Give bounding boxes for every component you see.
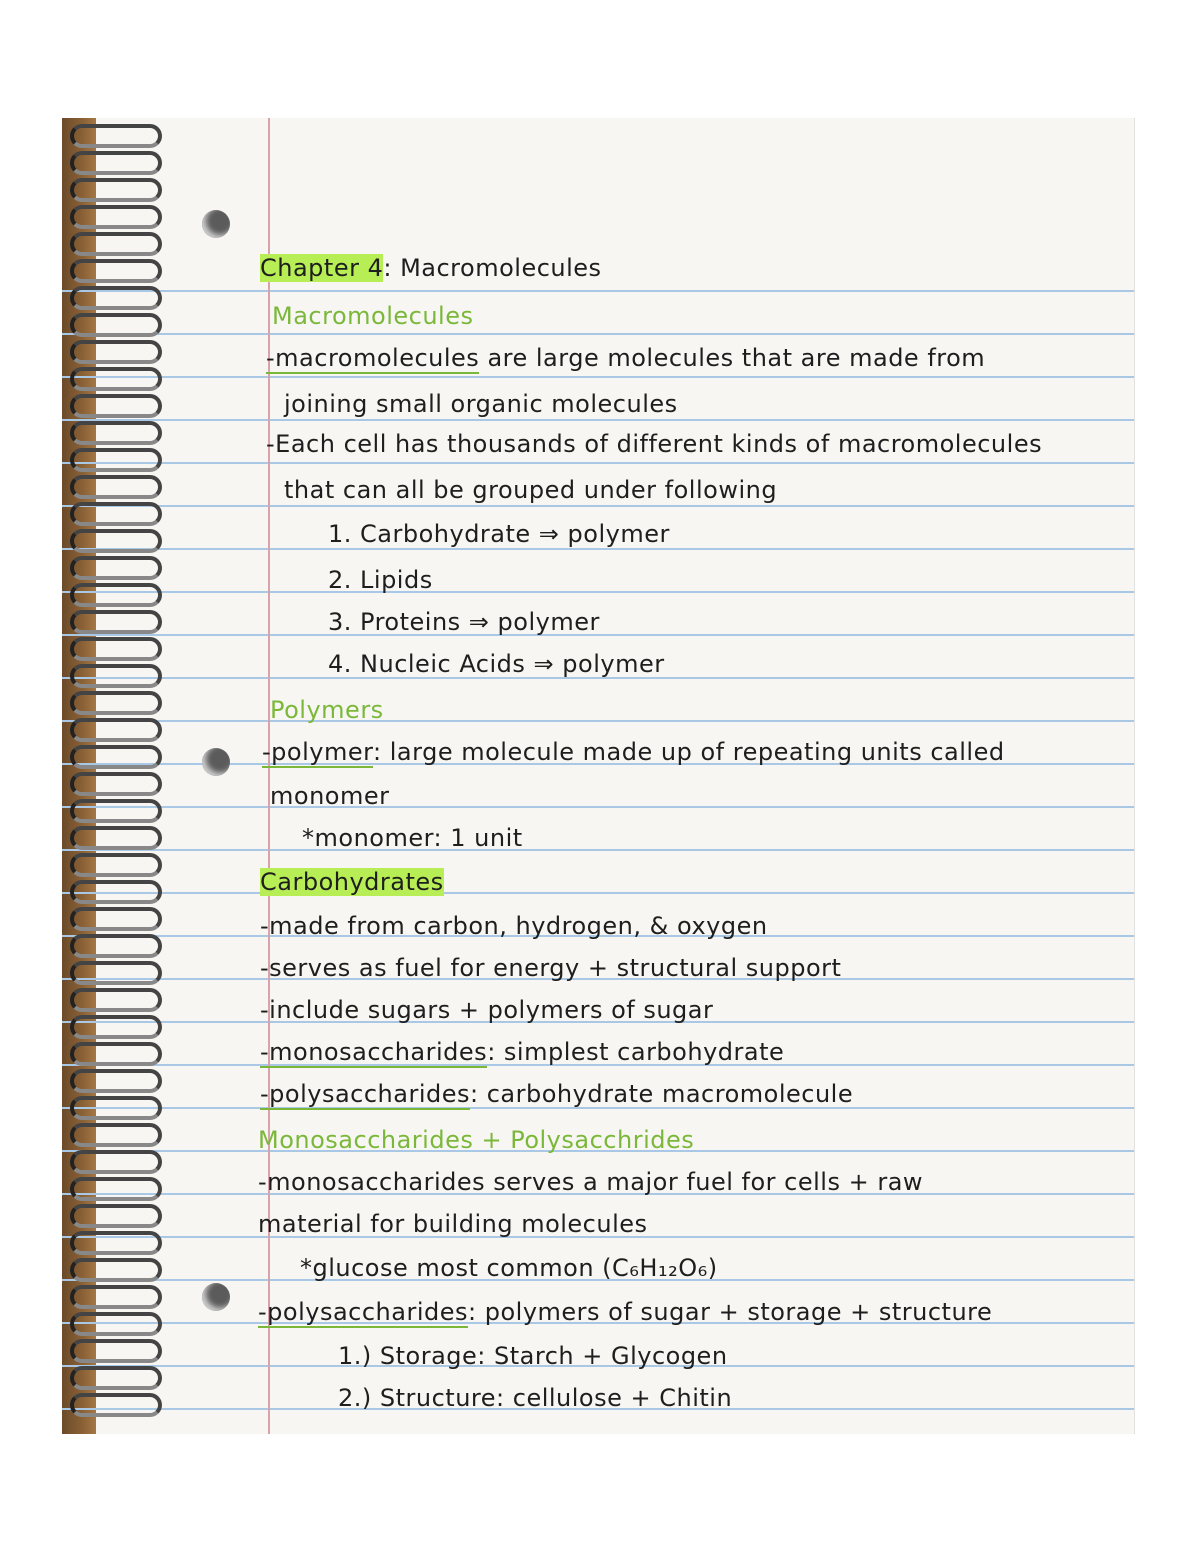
spiral-coil — [70, 961, 162, 985]
spiral-coil — [70, 124, 162, 148]
ruled-line — [62, 419, 1134, 421]
spiral-coil — [70, 1096, 162, 1120]
spiral-coil — [70, 1150, 162, 1174]
binder-hole-top — [202, 210, 230, 238]
binder-hole-middle — [202, 748, 230, 776]
carbohydrates-highlight: Carbohydrates — [260, 868, 444, 896]
ruled-line — [62, 849, 1134, 851]
spiral-coil — [70, 394, 162, 418]
heading-macromolecules: Macromolecules — [272, 302, 474, 330]
spiral-coil — [70, 1204, 162, 1228]
storage-note: 1.) Storage: Starch + Glycogen — [338, 1342, 728, 1370]
spiral-coil — [70, 448, 162, 472]
mono-serves-line-2: material for building molecules — [258, 1210, 648, 1238]
spiral-coil — [70, 1042, 162, 1066]
spiral-coil — [70, 286, 162, 310]
spiral-coil — [70, 772, 162, 796]
spiral-coil — [70, 880, 162, 904]
polysaccharides-definition — [260, 1080, 853, 1108]
list-item-lipids: 2. Lipids — [328, 566, 433, 594]
ruled-line — [62, 462, 1134, 464]
spiral-coil — [70, 1231, 162, 1255]
ruled-line — [62, 333, 1134, 335]
macro-definition-line-1 — [266, 344, 985, 372]
chapter-heading — [260, 254, 602, 282]
polysaccharides-serves — [258, 1298, 992, 1326]
spiral-coil — [70, 340, 162, 364]
ruled-line — [62, 806, 1134, 808]
heading-polymers: Polymers — [270, 696, 384, 724]
spiral-coil — [70, 1258, 162, 1282]
spiral-coil — [70, 988, 162, 1012]
ruled-line — [62, 290, 1134, 292]
poly-def: : carbohydrate macromolecule — [470, 1080, 854, 1108]
polymer-definition-line-1 — [262, 738, 1005, 766]
spiral-coil — [70, 799, 162, 823]
spiral-coil — [70, 556, 162, 580]
notebook-page — [62, 118, 1135, 1434]
carb-point-2: -serves as fuel for energy + structural support — [260, 954, 842, 982]
term-monosaccharides: -monosaccharides — [260, 1038, 488, 1066]
spiral-coil — [70, 178, 162, 202]
poly-serve-def: : polymers of sugar + storage + structure — [468, 1298, 993, 1326]
spiral-coil — [70, 259, 162, 283]
spiral-coil — [70, 691, 162, 715]
spiral-coil — [70, 367, 162, 391]
spiral-coil — [70, 1339, 162, 1363]
heading-carbohydrates — [260, 868, 444, 896]
term-macromolecules: -macromolecules — [266, 344, 480, 372]
ruled-line — [62, 720, 1134, 722]
term-polysaccharides-2: -polysaccharides — [258, 1298, 469, 1326]
polymer-def-1: : large molecule made up of repeating units called — [373, 738, 1005, 766]
spiral-coil — [70, 583, 162, 607]
spiral-coil — [70, 502, 162, 526]
ruled-line — [62, 505, 1134, 507]
spiral-coil — [70, 745, 162, 769]
spiral-coil — [70, 205, 162, 229]
term-polymer: -polymer — [262, 738, 374, 766]
spiral-coil — [70, 1285, 162, 1309]
each-cell-line-1: -Each cell has thousands of different kinds of macromolecules — [266, 430, 1043, 458]
spiral-coil — [70, 475, 162, 499]
spiral-coil — [70, 907, 162, 931]
binder-hole-bottom — [202, 1283, 230, 1311]
macro-def-1: are large molecules that are made from — [479, 344, 986, 372]
macro-definition-line-2: joining small organic molecules — [284, 390, 678, 418]
each-cell-line-2: that can all be grouped under following — [284, 476, 778, 504]
carb-point-3: -include sugars + polymers of sugar — [260, 996, 714, 1024]
ruled-line — [62, 591, 1134, 593]
list-item-nucleic-acids: 4. Nucleic Acids ⇒ polymer — [328, 650, 665, 678]
spiral-coil — [70, 1177, 162, 1201]
mono-serves-line-1: -monosaccharides serves a major fuel for cells + raw — [258, 1168, 924, 1196]
term-polysaccharides: -polysaccharides — [260, 1080, 471, 1108]
mono-def: : simplest carbohydrate — [487, 1038, 785, 1066]
spiral-coil — [70, 1393, 162, 1417]
spiral-coil — [70, 1069, 162, 1093]
carb-point-1: -made from carbon, hydrogen, & oxygen — [260, 912, 768, 940]
spiral-coil — [70, 1015, 162, 1039]
spiral-coil — [70, 826, 162, 850]
glucose-note: *glucose most common (C₆H₁₂O₆) — [300, 1254, 718, 1282]
chapter-label: Chapter 4 — [260, 254, 384, 282]
list-item-proteins: 3. Proteins ⇒ polymer — [328, 608, 600, 636]
spiral-coil — [70, 664, 162, 688]
polymer-definition-line-2: monomer — [270, 782, 390, 810]
structure-note: 2.) Structure: cellulose + Chitin — [338, 1384, 733, 1412]
heading-mono-poly: Monosaccharides + Polysacchrides — [258, 1126, 695, 1154]
spiral-coil — [70, 1312, 162, 1336]
spiral-coil — [70, 637, 162, 661]
ruled-line — [62, 376, 1134, 378]
monosaccharides-definition — [260, 1038, 784, 1066]
spiral-coil — [70, 151, 162, 175]
spiral-coil — [70, 529, 162, 553]
spiral-coil — [70, 934, 162, 958]
spiral-coil — [70, 718, 162, 742]
monomer-note: *monomer: 1 unit — [302, 824, 523, 852]
spiral-coil — [70, 232, 162, 256]
spiral-coil — [70, 610, 162, 634]
ruled-line — [62, 892, 1134, 894]
spiral-coil — [70, 1366, 162, 1390]
spiral-coil — [70, 1123, 162, 1147]
chapter-title: : Macromolecules — [383, 254, 602, 282]
spiral-coil — [70, 421, 162, 445]
spiral-coil — [70, 313, 162, 337]
ruled-line — [62, 548, 1134, 550]
spiral-coil — [70, 853, 162, 877]
list-item-carbohydrate: 1. Carbohydrate ⇒ polymer — [328, 520, 670, 548]
